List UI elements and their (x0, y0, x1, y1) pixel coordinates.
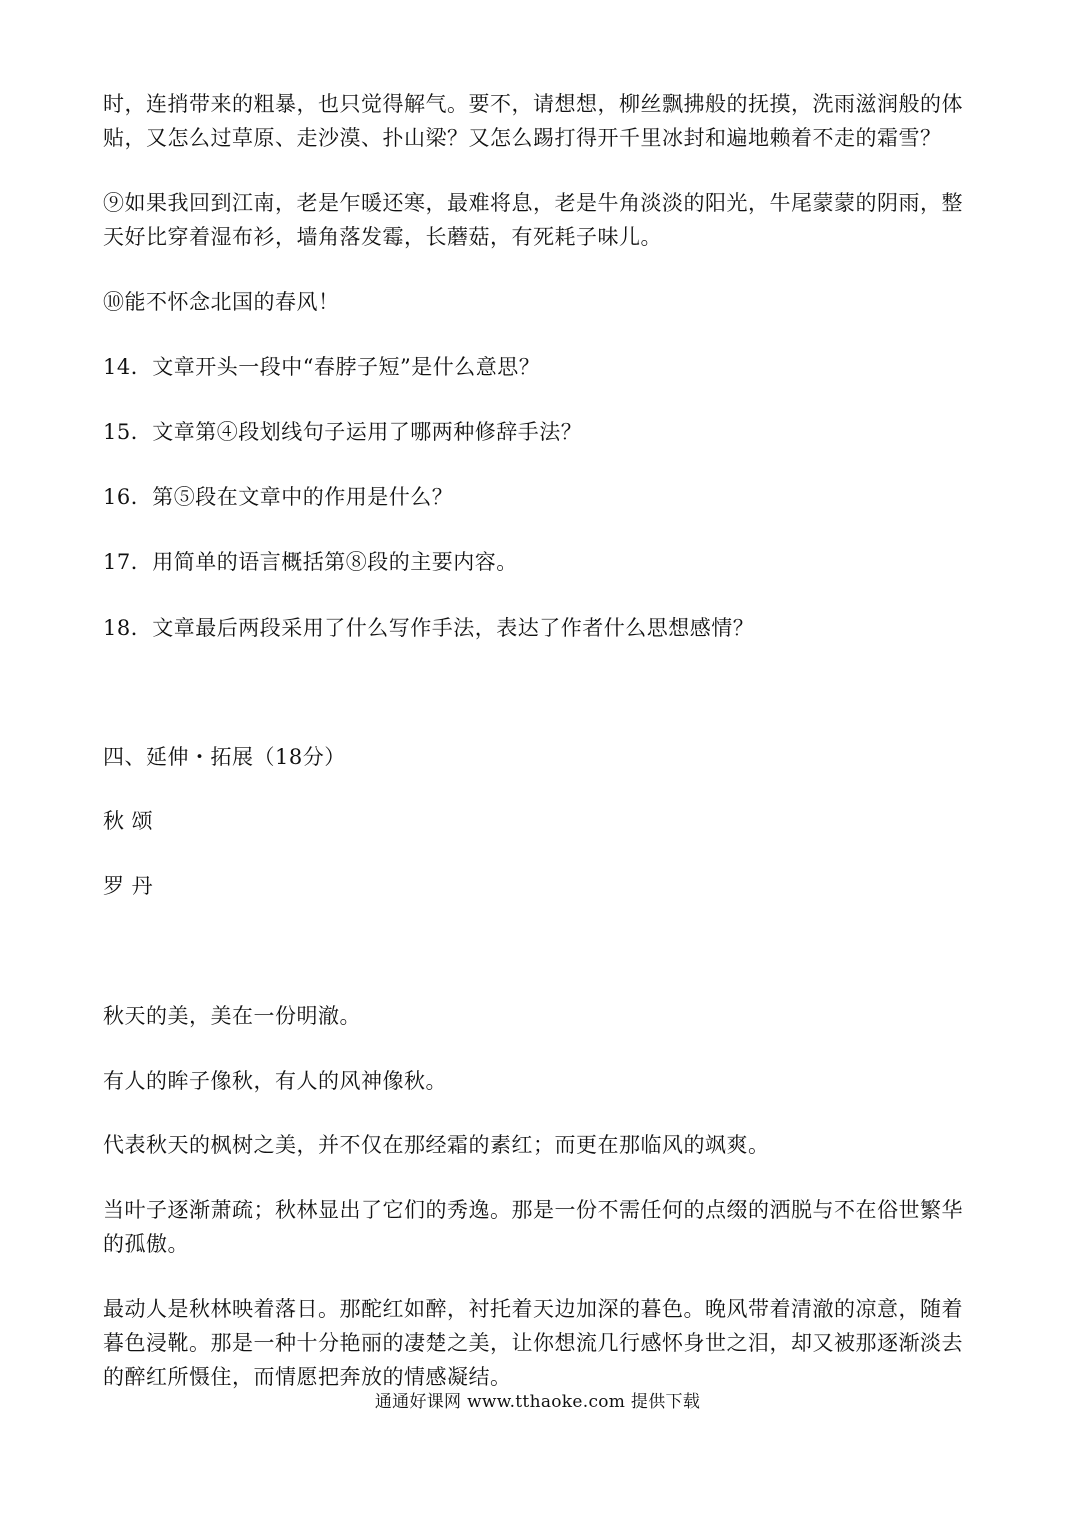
question-14: 14．文章开头一段中“春脖子短”是什么意思？ (103, 355, 541, 379)
question-15: 15．文章第④段划线句子运用了哪两种修辞手法？ (103, 420, 583, 444)
question-16: 16．第⑤段在文章中的作用是什么？ (103, 485, 454, 509)
paragraph-9: ⑨如果我回到江南，老是乍暖还寒，最难将息，老是牛角淡淡的阳光，牛尾蒙蒙的阴雨，整天好比穿着湿布衫，墙角落发霉，长蘑菇，有死耗子味儿。 (103, 191, 963, 249)
essay-paragraph-3: 代表秋天的枫树之美，并不仅在那经霜的素红；而更在那临风的飒爽。 (103, 1133, 770, 1157)
essay-paragraph-2: 有人的眸子像秋，有人的风神像秋。 (103, 1069, 447, 1093)
question-18: 18．文章最后两段采用了什么写作手法，表达了作者什么思想感情？ (103, 616, 755, 640)
essay-author: 罗 丹 (103, 874, 154, 898)
paragraph-10: ⑩能不怀念北国的春风！ (103, 290, 340, 314)
essay-paragraph-5: 最动人是秋林映着落日。那酡红如醉，衬托着天边加深的暮色。晚风带着清澈的凉意，随着暮色浸靴。那是一种十分艳丽的凄楚之美，让你想流几行感怀身世之泪，却又被那逐渐淡去的醉红所慑住，而情愿把奔放的情感凝结。 (103, 1297, 963, 1389)
paragraph-continued: 时，连捎带来的粗暴，也只觉得解气。要不，请想想，柳丝飘拂般的抚摸，洗雨滋润般的体贴，又怎么过草原、走沙漠、扑山梁？又怎么踢打得开千里冰封和遍地赖着不走的霜雪？ (103, 92, 963, 150)
essay-paragraph-1: 秋天的美，美在一份明澈。 (103, 1004, 361, 1028)
question-17: 17．用简单的语言概括第⑧段的主要内容。 (103, 550, 518, 574)
page-footer: 通通好课网 www.tthaoke.com 提供下载 (374, 1392, 701, 1412)
essay-paragraph-4: 当叶子逐渐萧疏；秋林显出了它们的秀逸。那是一份不需任何的点缀的洒脱与不在俗世繁华的孤傲。 (103, 1198, 963, 1256)
section-heading: 四、延伸・拓展（18分） (103, 745, 346, 769)
essay-title: 秋 颂 (103, 809, 154, 833)
